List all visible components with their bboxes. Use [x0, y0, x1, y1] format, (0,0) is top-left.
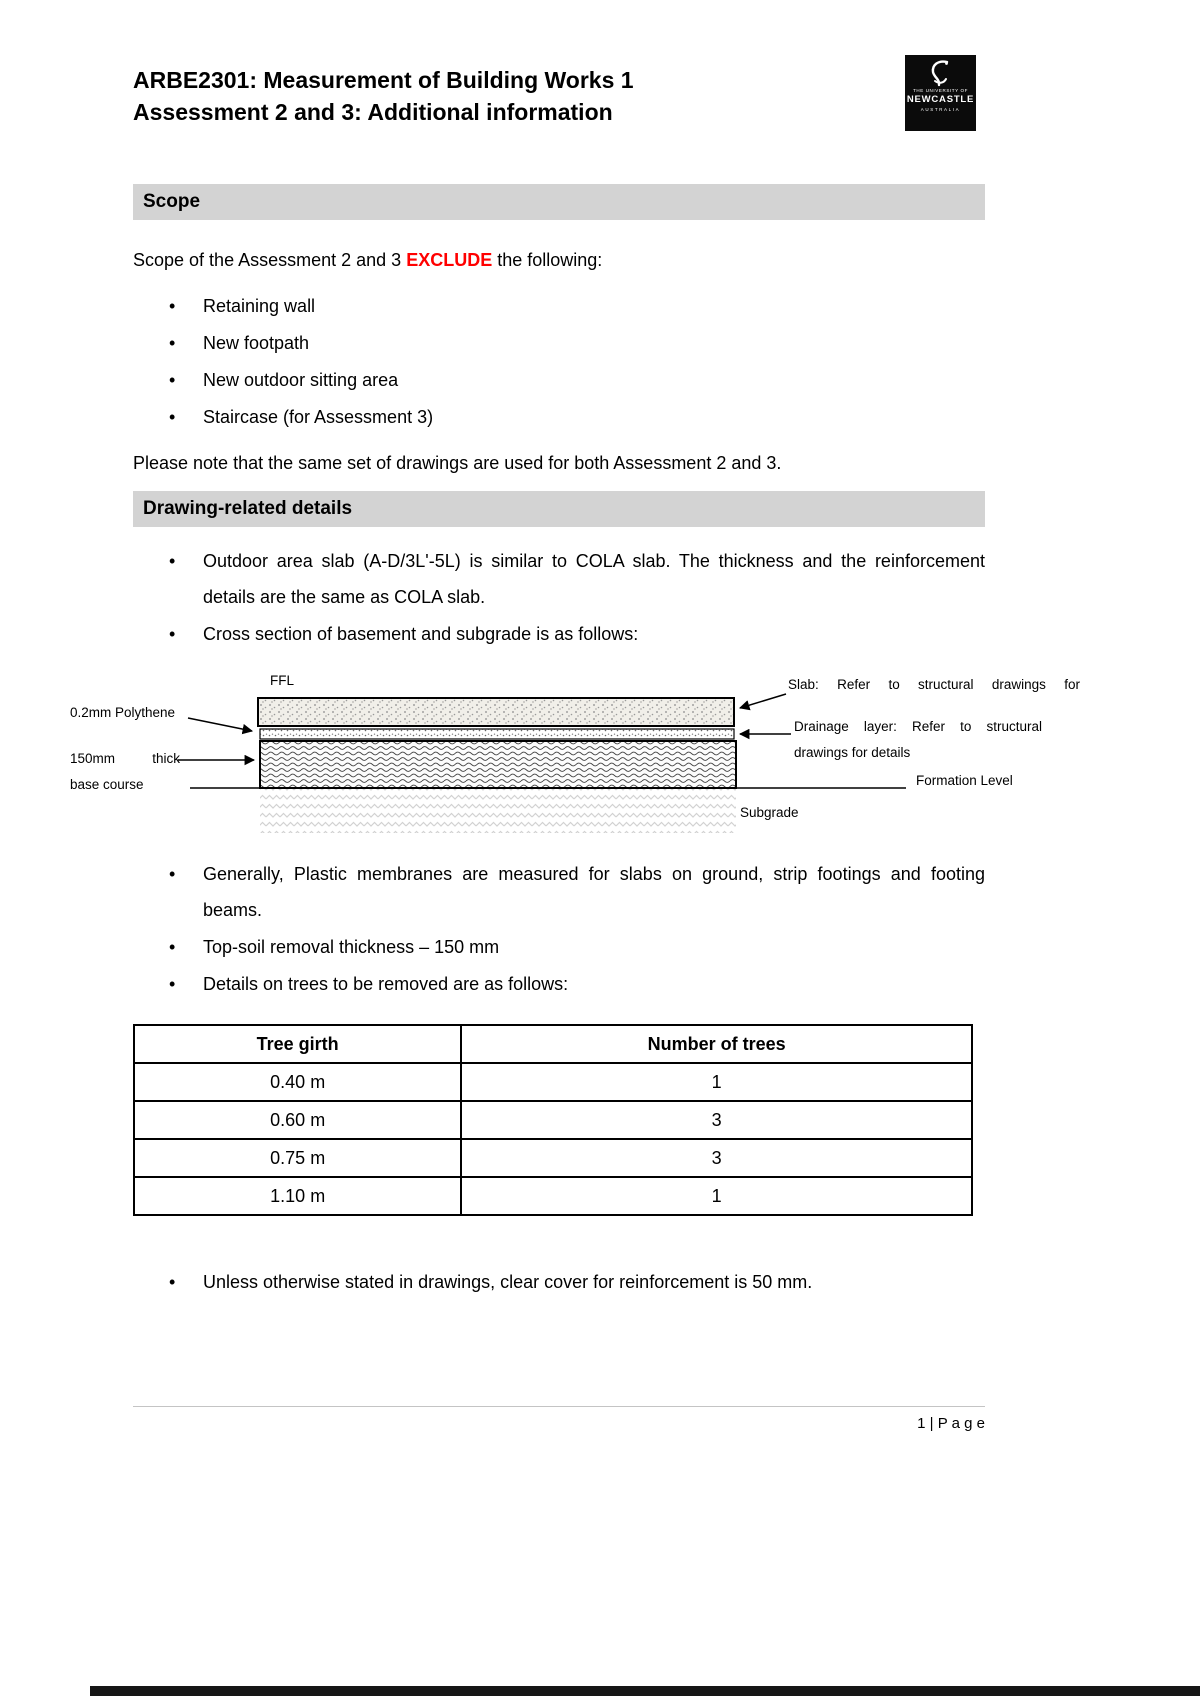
- slab-note-label: Slab: Refer to structural drawings for: [788, 677, 1080, 692]
- table-row: [134, 1139, 972, 1177]
- polythene-layer: [260, 729, 734, 739]
- cross-section-diagram: [70, 668, 1140, 848]
- table-cell: 1: [461, 1063, 972, 1101]
- table-cell: 3: [461, 1101, 972, 1139]
- table-cell: 0.40 m: [134, 1063, 461, 1101]
- page-number: 1 | P a g e: [917, 1415, 985, 1432]
- list-item: • Outdoor area slab (A-D/3L'-5L) is similar to COLA slab. The thickness and the reinforcement details are the same as COLA slab.: [133, 543, 985, 615]
- slab-layer: [258, 698, 734, 726]
- page-footer: [133, 1406, 985, 1432]
- document-title-line1: ARBE2301: Measurement of Building Works 1: [133, 67, 634, 93]
- scope-intro-highlight: EXCLUDE: [406, 250, 493, 270]
- scope-bullet-list: [133, 288, 985, 435]
- drainage-note-label: Drainage layer: Refer to structural drawings for details: [794, 719, 1042, 760]
- polythene-arrow: [188, 718, 252, 731]
- scope-note: Please note that the same set of drawings are used for both Assessment 2 and 3.: [133, 453, 782, 473]
- base-course-label-line2: base course: [70, 777, 144, 792]
- list-item: • New footpath: [133, 325, 985, 361]
- scope-intro: [133, 242, 985, 278]
- next-page-edge: [90, 1686, 1200, 1696]
- scope-intro-prefix: Scope of the Assessment 2 and 3: [133, 250, 407, 270]
- scope-heading-label: Scope: [143, 191, 201, 212]
- logo-text-name: NEWCASTLE: [906, 94, 975, 105]
- final-bullet-list: [133, 1264, 985, 1300]
- table-header-number-of-trees: Number of trees: [461, 1025, 972, 1063]
- drawing-section-heading: [133, 491, 985, 527]
- list-item: • Top-soil removal thickness – 150 mm: [133, 929, 985, 965]
- list-item: • Generally, Plastic membranes are measured for slabs on ground, strip footings and footing beams.: [133, 856, 985, 928]
- list-item: • Staircase (for Assessment 3): [133, 399, 985, 435]
- list-item: • New outdoor sitting area: [133, 362, 985, 398]
- base-course-label-line1: [70, 750, 180, 767]
- table-cell: 3: [461, 1139, 972, 1177]
- logo-text-small: THE UNIVERSITY OF: [913, 88, 968, 93]
- table-row: [134, 1101, 972, 1139]
- base-course-layer: [260, 741, 736, 788]
- base-course-word1: 150mm: [70, 751, 116, 766]
- subgrade-layer: [260, 789, 736, 833]
- table-cell: 1.10 m: [134, 1177, 461, 1215]
- table-header-row: [134, 1025, 972, 1063]
- formation-level-label: Formation Level: [916, 773, 1013, 788]
- document-title: [133, 64, 985, 128]
- table-row: [134, 1177, 972, 1215]
- table-cell: 1: [461, 1177, 972, 1215]
- list-item: • Unless otherwise stated in drawings, clear cover for reinforcement is 50 mm.: [133, 1264, 985, 1300]
- document-title-line2: Assessment 2 and 3: Additional information: [133, 99, 613, 125]
- ffl-label: FFL: [270, 673, 295, 688]
- polythene-label: 0.2mm Polythene: [70, 705, 176, 720]
- table-row: [134, 1063, 972, 1101]
- table-cell: 0.60 m: [134, 1101, 461, 1139]
- drawing-heading-label: Drawing-related details: [143, 498, 353, 519]
- slab-arrow: [740, 694, 786, 708]
- scope-section-heading: [133, 184, 985, 220]
- tree-table: [133, 1024, 973, 1216]
- scope-intro-suffix: the following:: [492, 250, 603, 270]
- drawing-bullet-list-bottom: [133, 856, 985, 1002]
- subgrade-label: Subgrade: [740, 805, 799, 820]
- drawing-bullet-list-top: [133, 543, 985, 652]
- list-item: • Details on trees to be removed are as follows:: [133, 966, 985, 1002]
- table-header-tree-girth: Tree girth: [134, 1025, 461, 1063]
- list-item: • Retaining wall: [133, 288, 985, 324]
- base-course-word2: thick: [152, 751, 180, 766]
- table-cell: 0.75 m: [134, 1139, 461, 1177]
- logo-text-country: AUSTRALIA: [920, 106, 961, 112]
- list-item: • Cross section of basement and subgrade is as follows:: [133, 616, 985, 652]
